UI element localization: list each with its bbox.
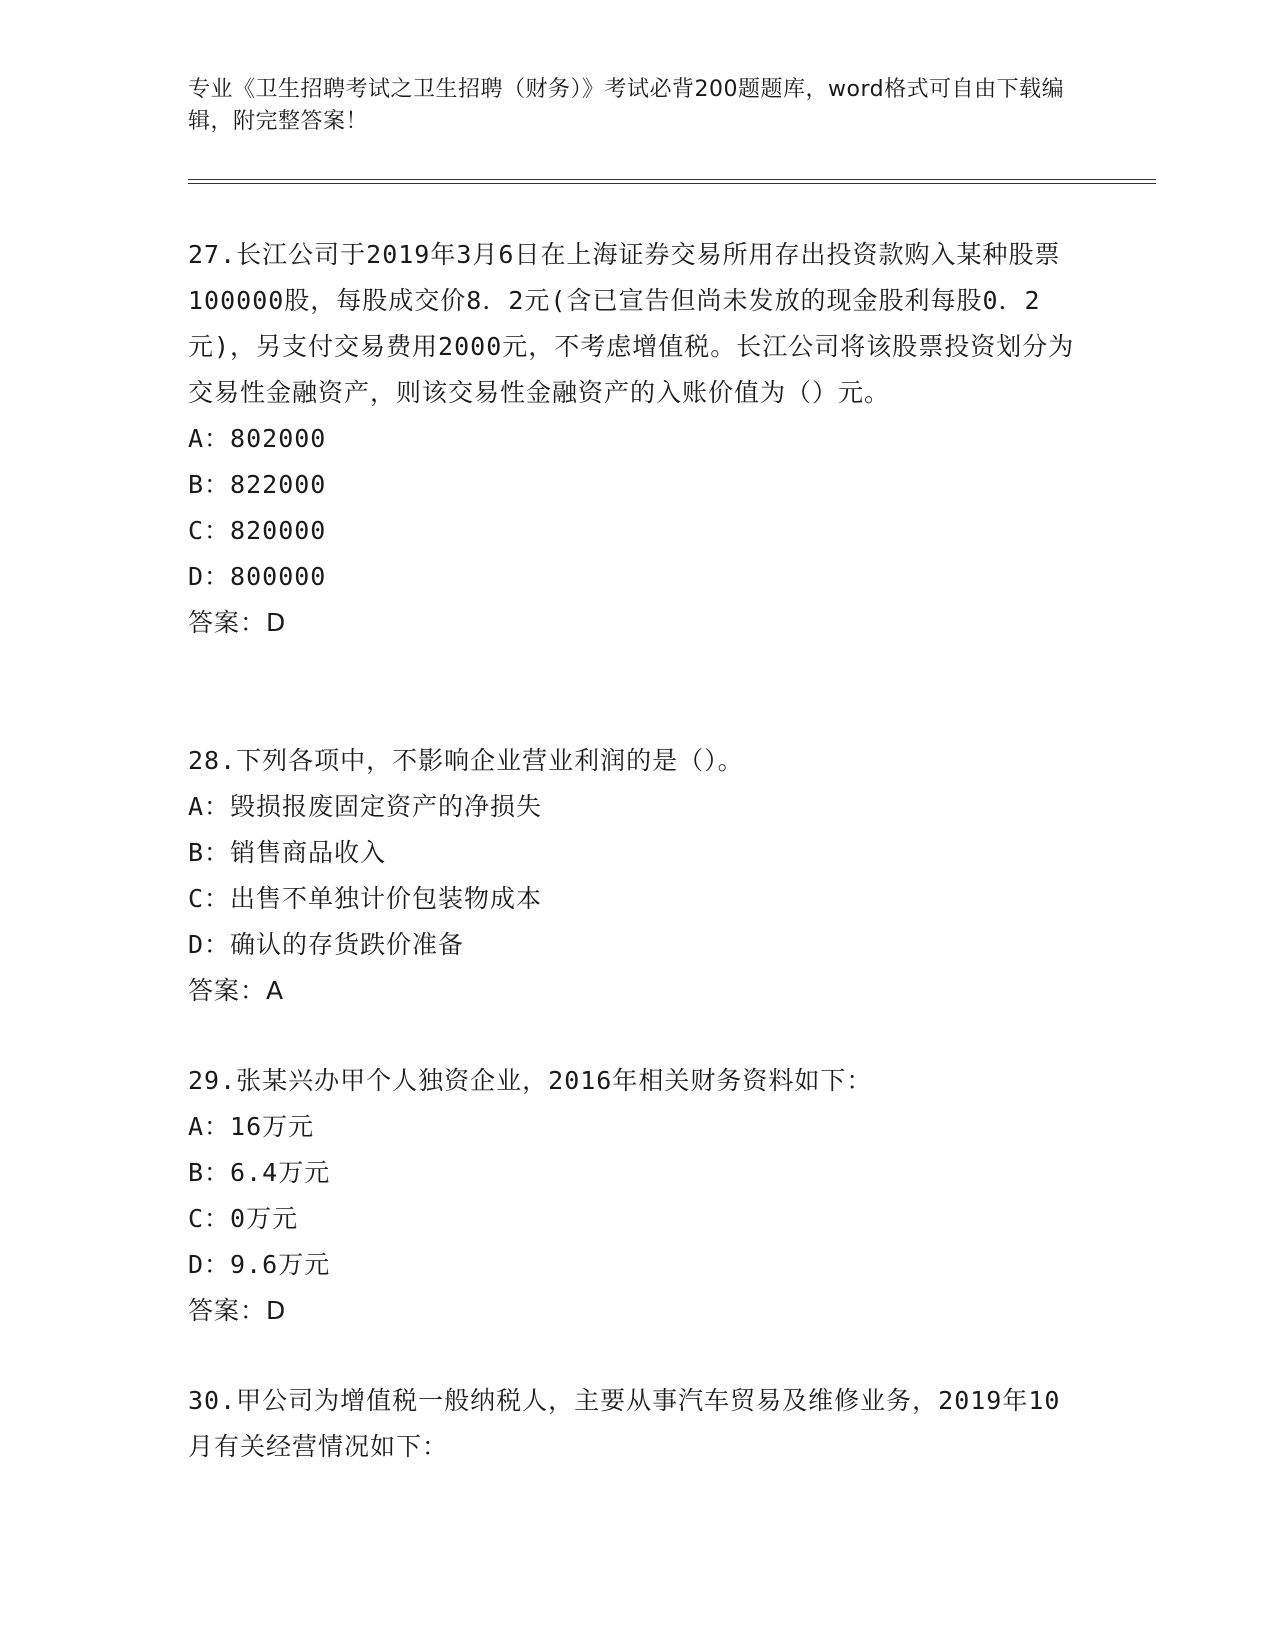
answer: 答案：A: [188, 976, 285, 1005]
answer: 答案：D: [188, 1296, 287, 1325]
option-d: D：800000: [188, 562, 327, 591]
header-divider-bottom: [188, 183, 1156, 184]
option-a: A：毁损报废固定资产的净损失: [188, 792, 543, 821]
question-27: [188, 232, 1088, 646]
option-d: D：9.6万元: [188, 1250, 331, 1279]
question-30: [188, 1378, 1088, 1470]
question-28: [188, 738, 1088, 1014]
header-divider-top: [188, 179, 1156, 180]
question-stem: 27.长江公司于2019年3月6日在上海证券交易所用存出投资款购入某种股票100000股，每股成交价8．2元(含已宣告但尚未发放的现金股利每股0．2元)，另支付交易费用2000元，不考虑增值税。长江公司将该股票投资划分为交易性金融资产，则该交易性金融资产的入账价值为（）元。: [188, 240, 1075, 407]
option-c: C：0万元: [188, 1204, 299, 1233]
answer: 答案：D: [188, 608, 287, 637]
question-stem: 30.甲公司为增值税一般纳税人，主要从事汽车贸易及维修业务，2019年10月有关经营情况如下：: [188, 1386, 1061, 1461]
question-29: [188, 1058, 1088, 1334]
option-a: A：16万元: [188, 1112, 315, 1141]
option-b: B：822000: [188, 470, 327, 499]
option-c: C：出售不单独计价包装物成本: [188, 884, 543, 913]
option-a: A：802000: [188, 424, 327, 453]
option-b: B：6.4万元: [188, 1158, 331, 1187]
option-b: B：销售商品收入: [188, 838, 387, 867]
option-c: C：820000: [188, 516, 327, 545]
question-stem: 29.张某兴办甲个人独资企业，2016年相关财务资料如下：: [188, 1066, 873, 1095]
option-d: D：确认的存货跌价准备: [188, 930, 465, 959]
question-stem: 28.下列各项中，不影响企业营业利润的是（）。: [188, 746, 744, 775]
document-header: 专业《卫生招聘考试之卫生招聘（财务）》考试必背200题题库，word格式可自由下载编辑，附完整答案！: [188, 77, 1065, 134]
